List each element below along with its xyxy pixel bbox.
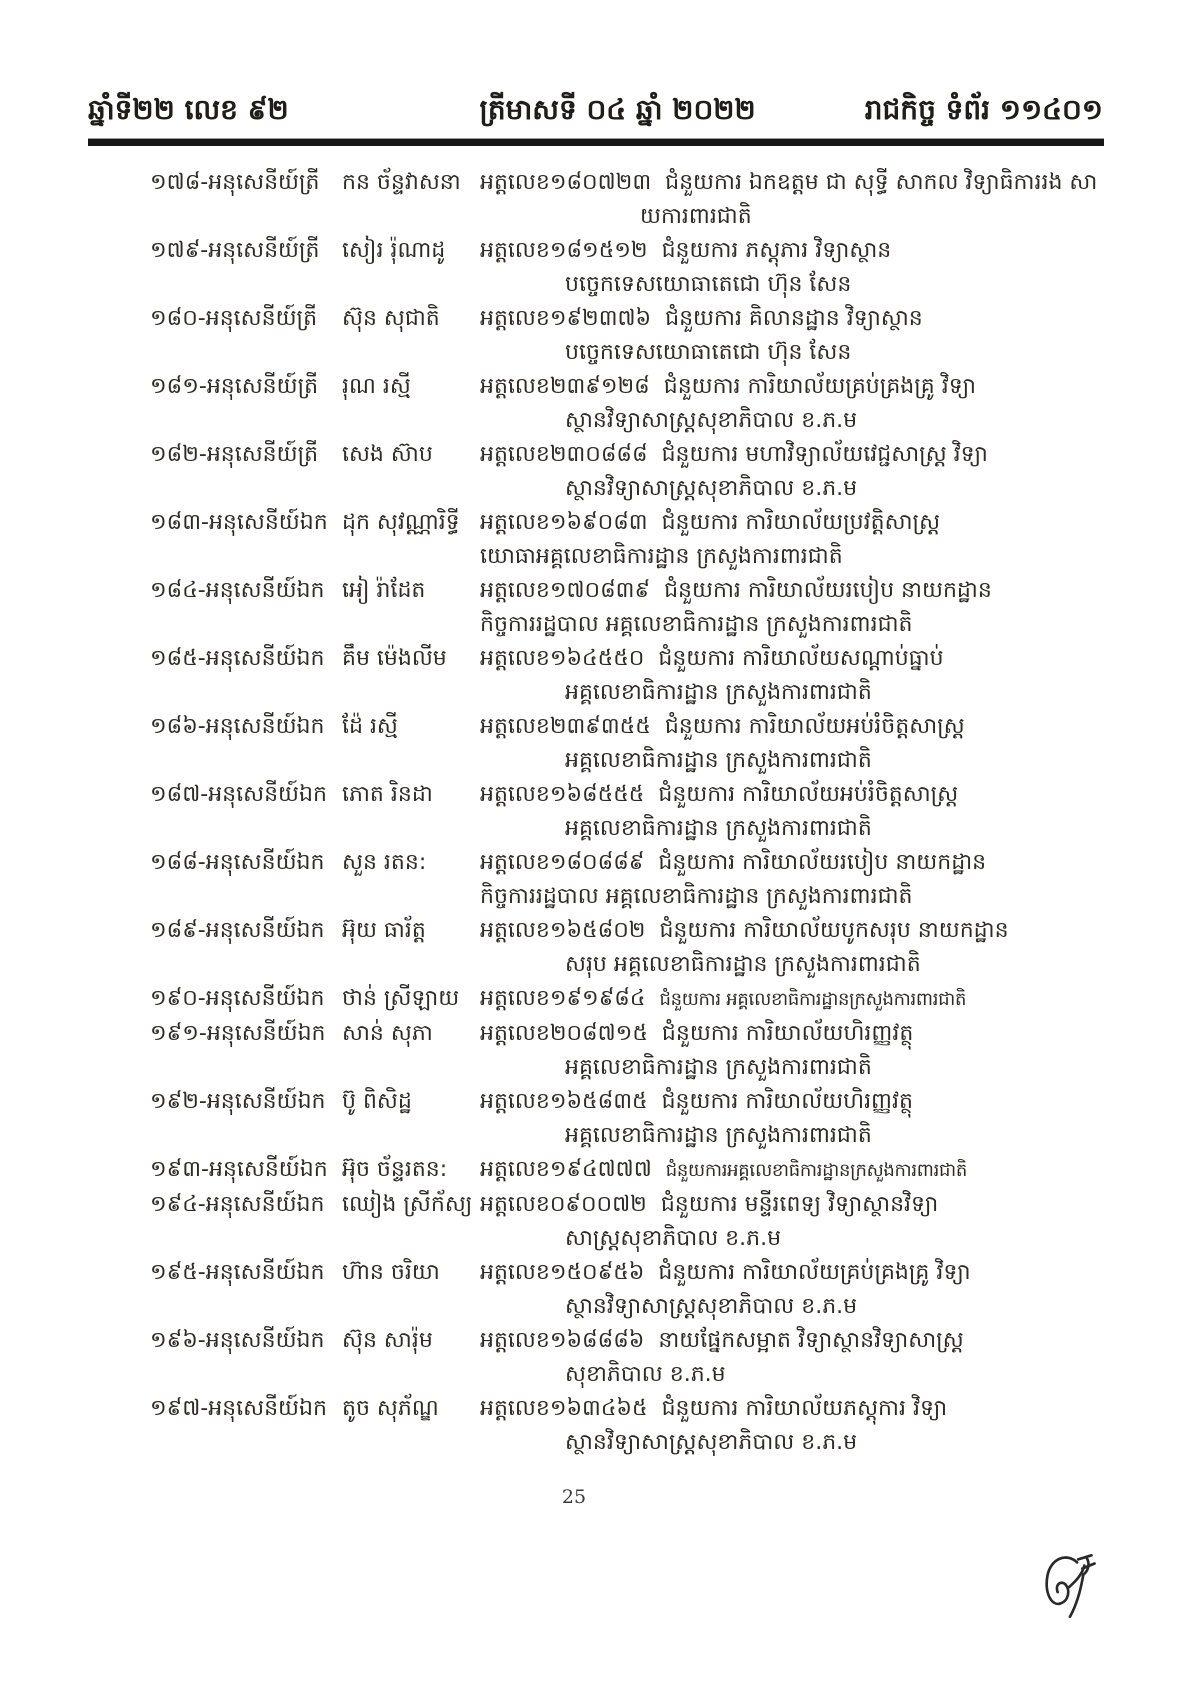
entry-detail [480, 982, 1110, 1017]
entry-detail [480, 574, 1110, 642]
entry-description-wrap: ស្ថានវិទ្យាសាស្ត្រសុខាភិបាល ខ.ភ.ម [565, 1294, 858, 1319]
entry-number-rank: ១៩៣-អនុសេនីយ៍ឯក [150, 1157, 328, 1182]
gazette-entry-row [150, 302, 1110, 370]
entry-detail-line1 [480, 1328, 964, 1353]
gazette-entry-row [150, 914, 1110, 982]
gazette-entry-row [150, 1324, 1110, 1392]
entry-id-number: អត្តលេខ១៦៥៨៣៥ [480, 1089, 648, 1114]
entry-detail-line1 [480, 238, 891, 263]
entry-id-number: អត្តលេខ១៩៤៧៧៧ [480, 1157, 652, 1182]
entry-officer-name: ប៊ូ ពិសិដ្ឋ [342, 1089, 412, 1114]
entry-detail-line1 [480, 1089, 913, 1114]
entry-detail [480, 642, 1110, 710]
entry-detail-line1 [480, 442, 988, 467]
entry-id-number: អត្តលេខ១៩២៣៧៦ [480, 306, 652, 331]
entry-description-wrap: ស្ថានវិទ្យាសាស្ត្រសុខាភិបាល ខ.ភ.ម [565, 1430, 858, 1455]
entry-number-rank: ១៨៩-អនុសេនីយ៍ឯក [150, 918, 325, 943]
entry-description-wrap: អគ្គលេខាធិការដ្ឋាន ក្រសួងការពារជាតិ [565, 816, 872, 841]
page-header [88, 92, 1103, 136]
entry-description: ជំនួយការ ការិយាល័យភស្តុការ វិទ្យា [661, 1396, 948, 1421]
entry-id-number: អត្តលេខ២៣៩១២៨ [480, 374, 650, 399]
entry-description: ជំនួយការ ការិយាល័យប្រវត្តិសាស្ត្រ [661, 510, 941, 535]
entry-officer-name: តូច សុភ័ណ្ឌ [342, 1396, 439, 1421]
entry-id-number: អត្តលេខ១៦៤៥៥០ [480, 646, 645, 671]
entry-officer-name: ភោត រិនដា [342, 782, 433, 807]
entry-detail [480, 1085, 1110, 1153]
gazette-entry-row [150, 982, 1110, 1017]
entry-detail [480, 166, 1110, 234]
entry-number-rank: ១៧៨-អនុសេនីយ៍ត្រី [150, 170, 320, 195]
entry-id-number: អត្តលេខ១៦៨៥៥៥ [480, 782, 645, 807]
header-gazette-page: រាជកិច្ច ទំព័រ ១១៤០១ [864, 93, 1103, 126]
entry-officer-name: ដ៉ែ រស្មី [342, 714, 398, 739]
entry-detail [480, 846, 1110, 914]
entry-detail [480, 506, 1110, 574]
entry-detail-line1 [480, 986, 966, 1011]
entry-description: ជំនួយការ ភស្តុភារ វិទ្យាស្ថាន [661, 238, 892, 263]
entry-id-number: អត្តលេខ១៧០៨៣៩ [480, 578, 651, 603]
entry-number-rank: ១៨៦-អនុសេនីយ៍ឯក [150, 714, 325, 739]
entry-id-number: អត្តលេខ២៣០៨៨៨ [480, 442, 648, 467]
entry-number-rank: ១៨២-អនុសេនីយ៍ត្រី [150, 442, 319, 467]
entry-description: ជំនួយការអគ្គលេខាធិការដ្ឋានក្រសួងការពារជាតិ [665, 1160, 968, 1181]
entry-number-rank: ១៨១-អនុសេនីយ៍ត្រី [150, 374, 319, 399]
entry-detail-line1 [480, 782, 958, 807]
entry-description: ជំនួយការ ឯកឧត្តម ជា សុទ្ធី សាកល វិទ្យាធិការរង សា [665, 170, 1098, 195]
gazette-entry-row [150, 778, 1110, 846]
entry-description: ជំនួយការ ការិយាល័យហិរញ្ញវត្ថុ [661, 1089, 913, 1114]
entry-number-rank: ១៧៩-អនុសេនីយ៍ត្រី [150, 238, 320, 263]
gazette-entry-row [150, 1392, 1110, 1460]
signature-scribble-icon [1038, 1542, 1104, 1628]
entry-number-rank: ១៩៧-អនុសេនីយ៍ឯក [150, 1396, 327, 1421]
entry-number-rank: ១៨៧-អនុសេនីយ៍ឯក [150, 782, 327, 807]
entry-description: ជំនួយការ អគ្គលេខាធិការដ្ឋានក្រសួងការពារជាតិ [659, 989, 967, 1010]
gazette-entry-row [150, 1153, 1110, 1188]
gazette-entry-row [150, 642, 1110, 710]
entry-id-number: អត្តលេខ១៨០៨៨៩ [480, 850, 645, 875]
entry-description-wrap: បច្ចេកទេសយោធាតេជោ ហ៊ុន សែន [565, 272, 852, 297]
entry-description: ជំនួយការ ការិយាល័យគ្រប់គ្រងគ្រូ វិទ្យា [663, 374, 976, 399]
entry-description-wrap: ស្ថានវិទ្យាសាស្ត្រសុខាភិបាល ខ.ភ.ម [565, 408, 858, 433]
entry-description-wrap: អគ្គលេខាធិការដ្ឋាន ក្រសួងការពារជាតិ [565, 680, 872, 705]
entry-detail [480, 710, 1110, 778]
entry-officer-name: អៀ រ៉ាដែត [342, 578, 426, 603]
entry-number-rank: ១៩៤-អនុសេនីយ៍ឯក [150, 1192, 325, 1217]
entry-detail-line1 [480, 1396, 947, 1421]
entry-number-rank: ១៩១-អនុសេនីយ៍ឯក [150, 1021, 326, 1046]
gazette-entry-row [150, 166, 1110, 234]
entry-id-number: អត្តលេខ១៦៨៨៨៦ [480, 1328, 645, 1353]
entry-description: ជំនួយការ ការិយាល័យហិរញ្ញវត្ថុ [661, 1021, 914, 1046]
entry-detail [480, 1017, 1110, 1085]
entries-list [150, 166, 1110, 1460]
entry-detail-line1 [480, 1157, 967, 1182]
gazette-entry-row [150, 846, 1110, 914]
gazette-entry-row [150, 370, 1110, 438]
entry-description: ជំនួយការ មហាវិទ្យាល័យវេជ្ជសាស្ត្រ វិទ្យា [661, 442, 988, 467]
entry-detail-line1 [480, 1260, 971, 1285]
entry-description: ជំនួយការ មន្ទីរពេទ្យ វិទ្យាស្ថានវិទ្យា [660, 1192, 939, 1217]
gazette-entry-row [150, 1017, 1110, 1085]
entry-description: ជំនួយការ ការិយាល័យបូកសរុប នាយកដ្ឋាន [659, 918, 1009, 943]
gazette-entry-row [150, 234, 1110, 302]
entry-officer-name: គឹម ម៉េងលីម [342, 646, 447, 671]
entry-detail-line1 [480, 578, 992, 603]
header-rule-divider [88, 138, 1104, 146]
entry-officer-name: ដុក សុវណ្ណារិទ្ធី [342, 510, 460, 535]
entry-description-wrap: យោធាអគ្គលេខាធិការដ្ឋាន ក្រសួងការពារជាតិ [480, 544, 843, 569]
entry-id-number: អត្តលេខ១៥០៩៥៦ [480, 1260, 645, 1285]
gazette-entry-row [150, 1256, 1110, 1324]
entry-id-number: អត្តលេខ២៣៩៣៥៥ [480, 714, 651, 739]
entry-description-wrap: សាស្ត្រសុខាភិបាល ខ.ភ.ម [565, 1226, 782, 1251]
entry-officer-name: ស៊ុន សារ៉ុម [342, 1328, 433, 1353]
entry-detail-line1 [480, 714, 965, 739]
entry-detail [480, 914, 1110, 982]
entry-id-number: អត្តលេខ០៩០០៧២ [480, 1192, 647, 1217]
entry-detail [480, 1324, 1110, 1392]
entry-officer-name: សាន់ សុភា [342, 1021, 433, 1046]
gazette-entry-row [150, 710, 1110, 778]
entry-description-wrap: អគ្គលេខាធិការដ្ឋាន ក្រសួងការពារជាតិ [565, 1055, 872, 1080]
entry-officer-name: ហ៊ាន ចរិយា [342, 1260, 440, 1285]
entry-description: ជំនួយការ ការិយាល័យគ្រប់គ្រងគ្រូ វិទ្យា [658, 1260, 971, 1285]
entry-detail-line1 [480, 646, 944, 671]
entry-number-rank: ១៨០-អនុសេនីយ៍ត្រី [150, 306, 318, 331]
entry-number-rank: ១៩៦-អនុសេនីយ៍ឯក [150, 1328, 325, 1353]
entry-officer-name: សេង ស៊ាប [342, 442, 433, 467]
entry-description: នាយផ្នែកសម្អាត វិទ្យាស្ថានវិទ្យាសាស្ត្រ [658, 1328, 964, 1353]
entry-id-number: អត្តលេខ២០៨៧១៥ [480, 1021, 648, 1046]
entry-number-rank: ១៨៤-អនុសេនីយ៍ឯក [150, 578, 325, 603]
gazette-entry-row [150, 574, 1110, 642]
entry-number-rank: ១៨៨-អនុសេនីយ៍ឯក [150, 850, 325, 875]
entry-officer-name: កន ច័ន្ទវាសនា [342, 170, 461, 195]
entry-description: ជំនួយការ ការិយាល័យអប់រំចិត្តសាស្ត្រ [658, 782, 959, 807]
entry-detail [480, 778, 1110, 846]
gazette-entry-row [150, 1085, 1110, 1153]
entry-description-wrap: យការពារជាតិ [640, 204, 752, 229]
entry-number-rank: ១៩២-អនុសេនីយ៍ឯក [150, 1089, 326, 1114]
entry-id-number: អត្តលេខ១៦៣៤៦៥ [480, 1396, 648, 1421]
gazette-entry-row [150, 506, 1110, 574]
entry-description-wrap: កិច្ចការរដ្ឋបាល អគ្គលេខាធិការដ្ឋាន ក្រសួងការពារជាតិ [480, 612, 913, 637]
entry-id-number: អត្តលេខ១៦៥៨០២ [480, 918, 646, 943]
entry-description: ជំនួយការ ការិយាល័យរបៀប នាយកដ្ឋាន [664, 578, 992, 603]
entry-detail-line1 [480, 850, 986, 875]
entry-detail [480, 370, 1110, 438]
entry-officer-name: អ៊ុយ ធារ័ត្ត [342, 918, 426, 943]
entry-detail [480, 1392, 1110, 1460]
entry-number-rank: ១៨៥-អនុសេនីយ៍ឯក [150, 646, 325, 671]
entry-detail [480, 302, 1110, 370]
entry-officer-name: ស៊ុន សុជាតិ [342, 306, 440, 331]
entry-detail [480, 1153, 1110, 1188]
entry-detail [480, 1256, 1110, 1324]
entry-description-wrap: អគ្គលេខាធិការដ្ឋាន ក្រសួងការពារជាតិ [565, 748, 872, 773]
entry-number-rank: ១៩៥-អនុសេនីយ៍ឯក [150, 1260, 325, 1285]
entry-officer-name: ថាន់ ស្រីឡាយ [342, 986, 460, 1011]
entry-number-rank: ១៩០-អនុសេនីយ៍ឯក [150, 986, 325, 1011]
entry-description-wrap: កិច្ចការរដ្ឋបាល អគ្គលេខាធិការដ្ឋាន ក្រសួងការពារជាតិ [480, 884, 913, 909]
entry-id-number: អត្តលេខ១៦៩០៨៣ [480, 510, 648, 535]
entry-id-number: អត្តលេខ១៨០៧២៣ [480, 170, 652, 195]
entry-detail-line1 [480, 510, 940, 535]
header-year-issue: ឆ្នាំទី២២ លេខ ៩២ [88, 93, 289, 126]
entry-description-wrap: អគ្គលេខាធិការដ្ឋាន ក្រសួងការពារជាតិ [565, 1123, 872, 1148]
entry-detail-line1 [480, 918, 1009, 943]
entry-number-rank: ១៨៣-អនុសេនីយ៍ឯក [150, 510, 328, 535]
entry-description: ជំនួយការ ការិយាល័យអប់រំចិត្តសាស្ត្រ [664, 714, 965, 739]
entry-officer-name: អ៊ុច ច័ន្ទរតន: [342, 1157, 448, 1182]
entry-officer-name: ឈៀង ស្រីក័ស្យ [342, 1192, 473, 1217]
entry-officer-name: សៀរ រ៉ុណាដូ [342, 238, 446, 263]
gazette-entry-row [150, 438, 1110, 506]
entry-description: ជំនួយការ ការិយាល័យរបៀប នាយកដ្ឋាន [658, 850, 987, 875]
page-number: 25 [561, 1486, 587, 1508]
entry-description-wrap: សុខាភិបាល ខ.ភ.ម [565, 1362, 726, 1387]
entry-detail-line1 [480, 170, 1097, 195]
entry-description-wrap: បច្ចេកទេសយោធាតេជោ ហ៊ុន សែន [565, 340, 852, 365]
entry-description: ជំនួយការ ការិយាល័យសណ្ដាប់ធ្នាប់ [658, 646, 944, 671]
entry-detail [480, 438, 1110, 506]
entry-detail-line1 [480, 1192, 938, 1217]
entry-detail-line1 [480, 374, 976, 399]
entry-id-number: អត្តលេខ១៨១៥១២ [480, 238, 648, 263]
entry-detail-line1 [480, 306, 923, 331]
entry-id-number: អត្តលេខ១៩១៩៨៤ [480, 986, 646, 1011]
entry-description-wrap: សរុប អគ្គលេខាធិការដ្ឋាន ក្រសួងការពារជាតិ [565, 952, 921, 977]
header-quarter-year: ត្រីមាសទី ០៤ ឆ្នាំ ២០២២ [479, 93, 756, 126]
gazette-entry-row [150, 1188, 1110, 1256]
entry-officer-name: រុណ រស្មី [342, 374, 411, 399]
entry-description-wrap: ស្ថានវិទ្យាសាស្ត្រសុខាភិបាល ខ.ភ.ម [565, 476, 858, 501]
entry-detail-line1 [480, 1021, 913, 1046]
entry-officer-name: សួន រតន: [342, 850, 427, 875]
entry-description: ជំនួយការ គិលានដ្ឋាន វិទ្យាស្ថាន [665, 306, 923, 331]
entry-detail [480, 234, 1110, 302]
entry-detail [480, 1188, 1110, 1256]
